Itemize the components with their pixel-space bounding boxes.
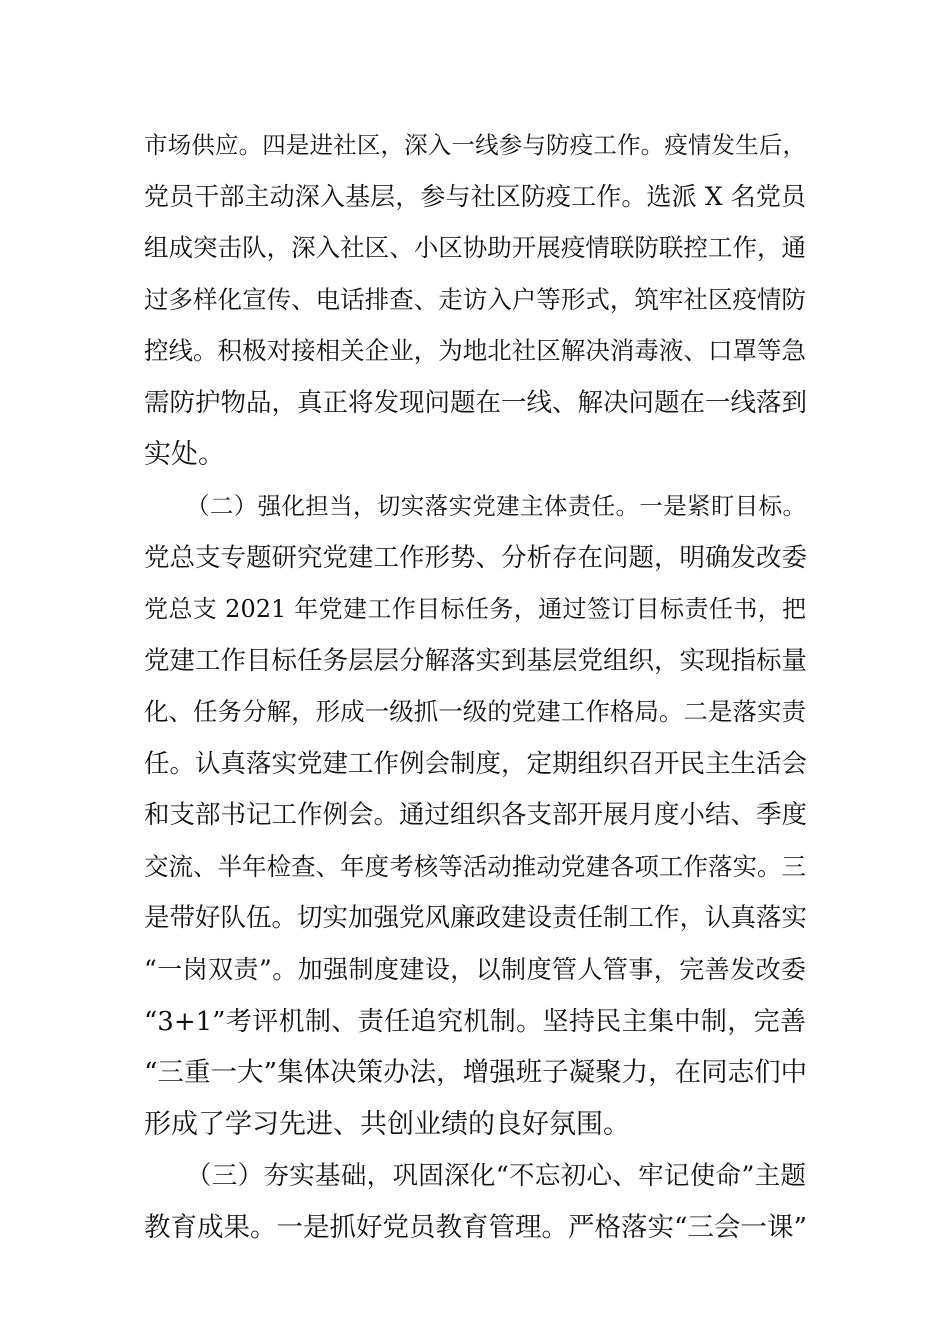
text-line: 交流、半年检查、年度考核等活动推动党建各项工作落实。三 (144, 852, 806, 881)
text-line: 实处。 (144, 439, 225, 470)
text-line: 需防护物品，真正将发现问题在一线、解决问题在一线落到 (144, 388, 808, 418)
text-line: 形成了学习先进、共创业绩的良好氛围。 (144, 1109, 630, 1140)
text-line: 是带好队伍。切实加强党风廉政建设责任制工作，认真落实 (144, 903, 808, 933)
section-heading-line: （二）强化担当，切实落实党建主体责任。一是紧盯目标。 (186, 492, 806, 520)
section-heading-line: （三）夯实基础，巩固深化“不忘初心、牢记使命”主题 (186, 1161, 806, 1191)
text-line: “一岗双责”。加强制度建设，以制度管人管事，完善发改委 (144, 955, 806, 984)
text-line: 党总支专题研究党建工作形势、分析存在问题，明确发改委 (144, 543, 808, 573)
text-line: 组成突击队，深入社区、小区协助开展疫情联防联控工作，通 (144, 233, 806, 262)
text-line: 教育成果。一是抓好党员教育管理。严格落实“三会一课” (144, 1212, 808, 1243)
text-line: 化、任务分解，形成一级抓一级的党建工作格局。二是落实责 (144, 697, 806, 726)
text-line: 和支部书记工作例会。通过组织各支部开展月度小结、季度 (144, 800, 808, 830)
text-line: 任。认真落实党建工作例会制度，定期组织召开民主生活会 (144, 749, 808, 779)
text-line: 党总支 2021 年党建工作目标任务，通过签订目标责任书，把 (144, 595, 806, 623)
text-line: “3+1”考评机制、责任追究机制。坚持民主集中制，完善 (144, 1007, 806, 1037)
text-line: “三重一大”集体决策办法，增强班子凝聚力，在同志们中 (144, 1057, 808, 1088)
text-line: 市场供应。四是进社区，深入一线参与防疫工作。疫情发生后， (144, 131, 806, 159)
text-line: 党建工作目标任务层层分解落实到基层党组织，实现指标量 (144, 646, 808, 676)
text-line: 党员干部主动深入基层，参与社区防疫工作。选派 X 名党员 (144, 182, 806, 211)
text-line: 过多样化宣传、电话排查、走访入户等形式，筑牢社区疫情防 (144, 285, 806, 314)
text-line: 控线。积极对接相关企业，为地北社区解决消毒液、口罩等急 (144, 336, 806, 365)
